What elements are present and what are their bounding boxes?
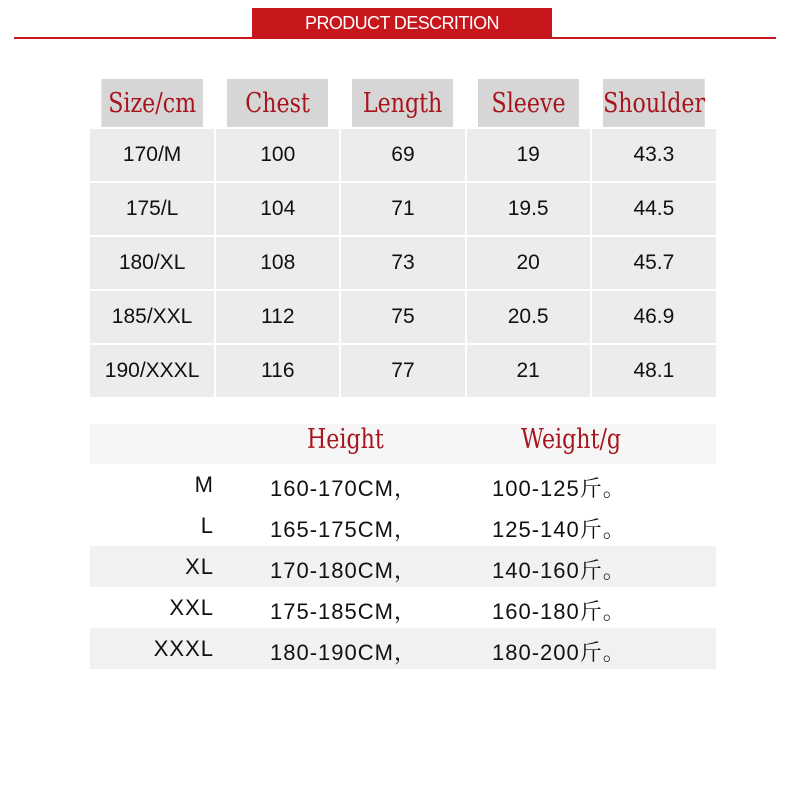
cell-size: 190/XXXL (90, 344, 215, 398)
column-header-height: Height (307, 424, 384, 455)
cell-size: 170/M (90, 128, 215, 182)
cell-chest: 112 (215, 290, 340, 344)
cell-size: 175/L (90, 182, 215, 236)
cell-chest: 100 (215, 128, 340, 182)
height-range: 170-180CM， (270, 558, 417, 583)
section-title: PRODUCT DESCRITION (252, 8, 552, 38)
cell-shoulder: 45.7 (591, 236, 716, 290)
height-weight-header-row (90, 424, 716, 464)
table-row (90, 128, 716, 182)
table-row (90, 290, 716, 344)
size-label: XXXL (153, 636, 214, 661)
list-item (90, 546, 716, 587)
size-label: XXL (169, 595, 214, 620)
cell-sleeve: 20 (466, 236, 591, 290)
cell-length: 71 (340, 182, 465, 236)
height-range: 165-175CM， (270, 517, 417, 542)
weight-range: 125-140斤。 (492, 517, 626, 542)
size-chart-header-row (90, 79, 716, 128)
size-chart-table (90, 79, 716, 399)
cell-chest: 104 (215, 182, 340, 236)
column-header-chest: Chest (226, 79, 329, 128)
list-item (90, 464, 716, 505)
height-weight-table (90, 424, 716, 669)
list-item (90, 628, 716, 669)
list-item (90, 505, 716, 546)
cell-shoulder: 44.5 (591, 182, 716, 236)
size-label: M (194, 472, 214, 497)
column-header-weight: Weight/g (521, 424, 622, 455)
cell-shoulder: 43.3 (591, 128, 716, 182)
cell-length: 69 (340, 128, 465, 182)
column-header-size: Size/cm (101, 79, 204, 128)
table-row (90, 344, 716, 398)
cell-chest: 116 (215, 344, 340, 398)
cell-shoulder: 48.1 (591, 344, 716, 398)
height-range: 160-170CM， (270, 476, 417, 501)
height-range: 180-190CM， (270, 640, 417, 665)
cell-sleeve: 21 (466, 344, 591, 398)
column-header-shoulder: Shoulder (602, 79, 705, 128)
cell-length: 75 (340, 290, 465, 344)
cell-chest: 108 (215, 236, 340, 290)
weight-range: 180-200斤。 (492, 640, 626, 665)
list-item (90, 587, 716, 628)
cell-length: 77 (340, 344, 465, 398)
cell-length: 73 (340, 236, 465, 290)
cell-size: 185/XXL (90, 290, 215, 344)
weight-range: 100-125斤。 (492, 476, 626, 501)
cell-size: 180/XL (90, 236, 215, 290)
cell-sleeve: 19 (466, 128, 591, 182)
height-range: 175-185CM， (270, 599, 417, 624)
weight-range: 140-160斤。 (492, 558, 626, 583)
size-label: XL (185, 554, 214, 579)
cell-sleeve: 19.5 (466, 182, 591, 236)
column-header-sleeve: Sleeve (477, 79, 580, 128)
table-row (90, 182, 716, 236)
weight-range: 160-180斤。 (492, 599, 626, 624)
column-header-length: Length (352, 79, 455, 128)
size-label: L (200, 513, 214, 538)
cell-shoulder: 46.9 (591, 290, 716, 344)
cell-sleeve: 20.5 (466, 290, 591, 344)
table-row (90, 236, 716, 290)
